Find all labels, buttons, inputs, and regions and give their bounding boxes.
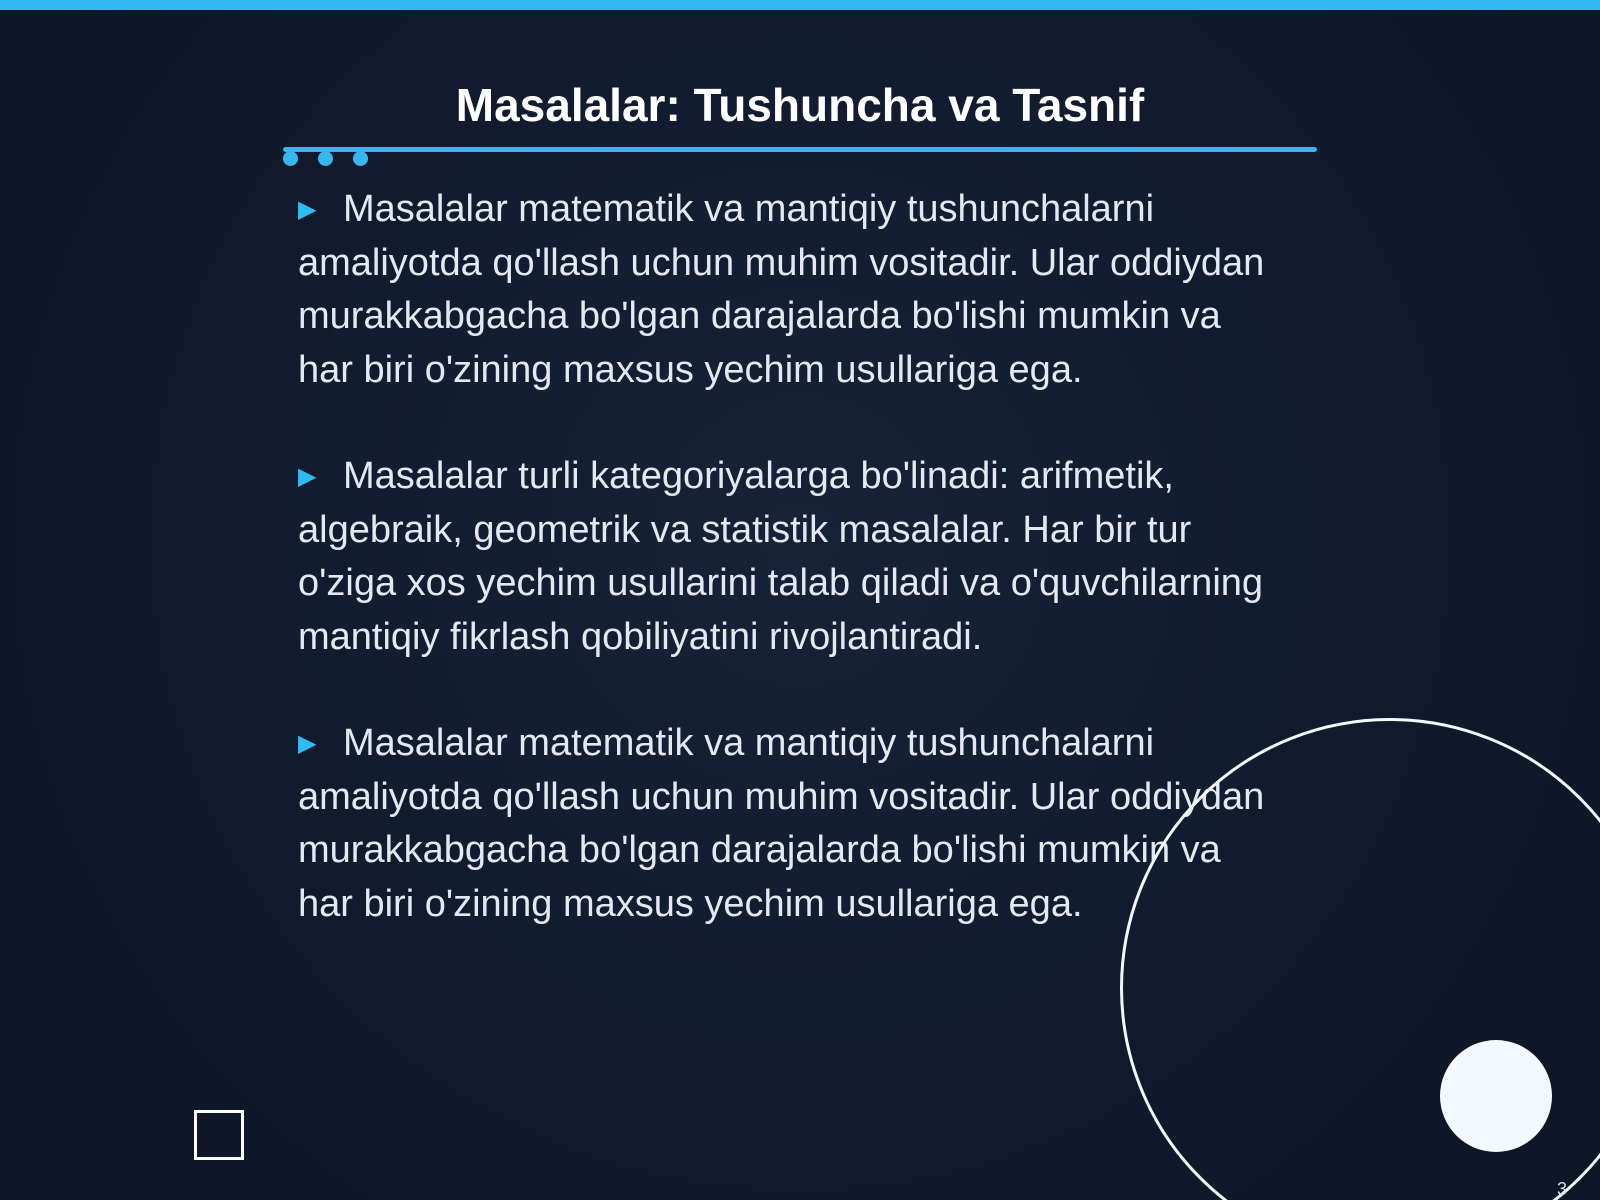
decorative-square — [194, 1110, 244, 1160]
bullet-text: Masalalar matematik va mantiqiy tushunchalarni amaliyotda qo'llash uchun muhim vositadir. Ular oddiydan murakkabgacha bo'lgan darajalarda bo'lishi mumkin va har biri o'zining maxsus yechim usullariga ega. — [298, 188, 1265, 391]
title-underline-dot — [318, 151, 333, 166]
bullet-list — [298, 183, 1278, 984]
top-accent-bar — [0, 0, 1600, 10]
bullet-item — [298, 717, 1278, 931]
right-triangle-bullet-icon: ▶ — [298, 730, 317, 757]
bullet-text: Masalalar matematik va mantiqiy tushunchalarni amaliyotda qo'llash uchun muhim vositadir. Ular oddiydan murakkabgacha bo'lgan darajalarda bo'lishi mumkin va har biri o'zining maxsus yechim usullariga ega. — [298, 722, 1265, 925]
title-underline — [283, 147, 1317, 152]
bullet-item — [298, 450, 1278, 664]
decorative-filled-circle — [1440, 1040, 1552, 1152]
right-triangle-bullet-icon: ▶ — [298, 196, 317, 223]
right-triangle-bullet-icon: ▶ — [298, 463, 317, 490]
bullet-text: Masalalar turli kategoriyalarga bo'linadi: arifmetik, algebraik, geometrik va statistik masalalar. Har bir tur o'ziga xos yechim usullarini talab qiladi va o'quvchilarning mantiqiy fikrlash qobiliyatini rivojlantiradi. — [298, 455, 1264, 658]
bullet-item — [298, 183, 1278, 397]
slide-title: Masalalar: Tushuncha va Tasnif — [455, 79, 1145, 131]
title-underline-dot — [283, 151, 298, 166]
title-underline-dot — [353, 151, 368, 166]
page-number: 3 — [1556, 1179, 1567, 1199]
